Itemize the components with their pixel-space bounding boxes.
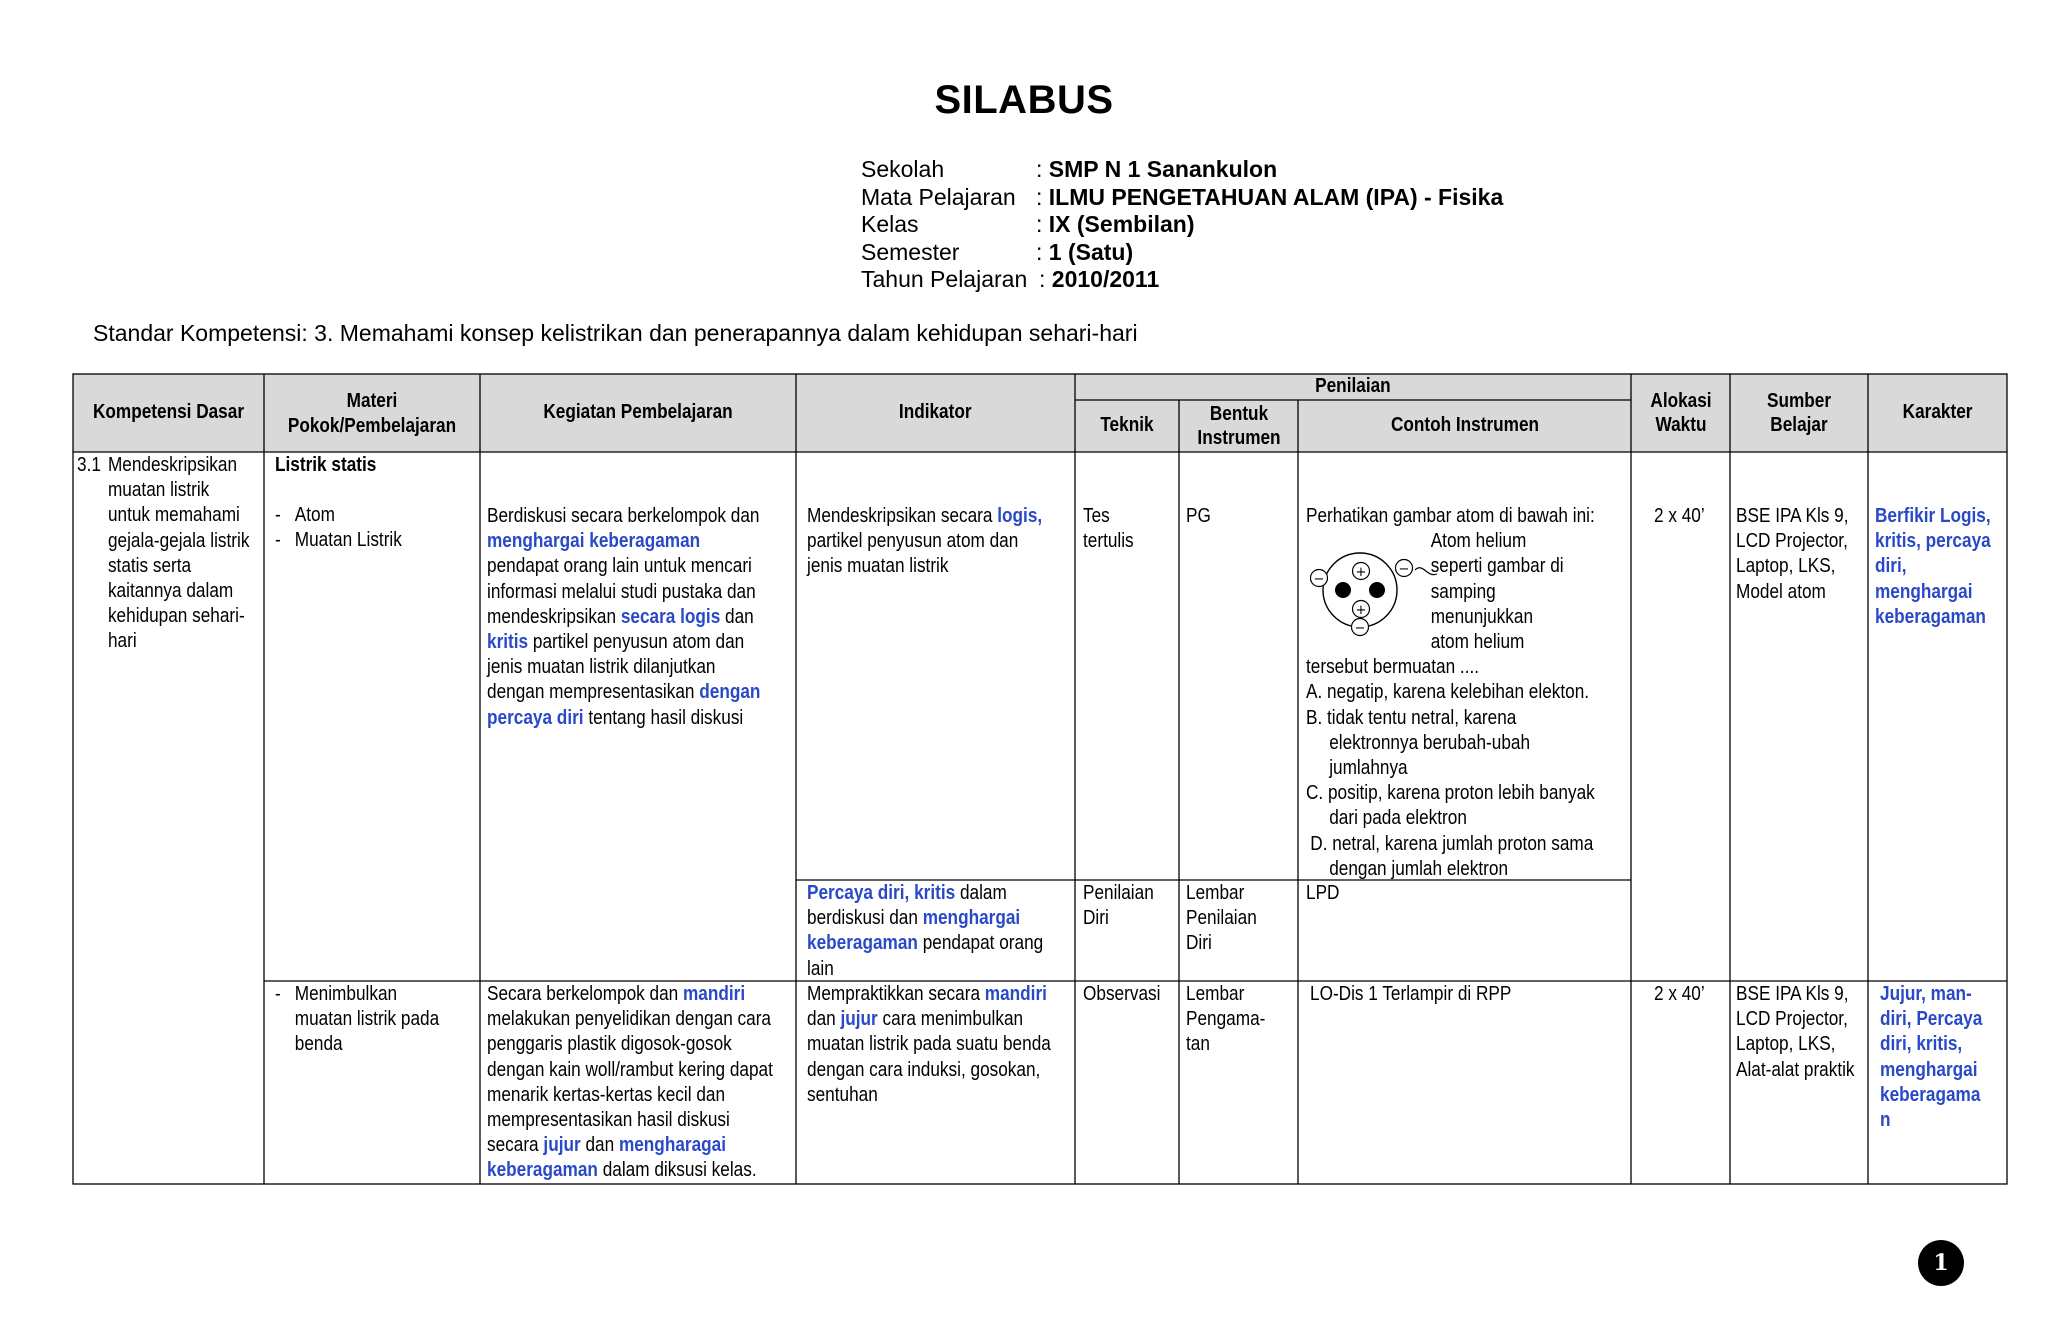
text-line: menghargai keberagaman [487, 530, 701, 553]
text-line: partikel penyusun atom dan [807, 530, 1019, 553]
text-line: kritis partikel penyusun atom dan [487, 631, 745, 654]
text-line: informasi melalui studi pustaka dan [487, 580, 756, 603]
text-line: mendeskripsikan secara logis dan [487, 605, 754, 628]
info-row: Kelas : IX (Sembilan) [861, 211, 1195, 238]
text-line: Secara berkelompok dan mandiri [487, 983, 746, 1005]
header-penilaian: Penilaian [1315, 375, 1391, 398]
indikator-cell-2 [807, 881, 1082, 982]
text-line: percaya diri tentang hasil diskusi [487, 706, 744, 729]
list-item: - Menimbulkan muatan listrik pada benda [275, 983, 440, 1056]
electron-label-right: − [1398, 562, 1410, 577]
contoh-instrumen-1: Perhatikan gambar atom di bawah ini: Atom helium seperti gambar di samping menunjukkan atom helium tersebut bermuatan .... A. negatip, karena kelebihan elekton. B. tidak tentu netral, karena elektronnya berubah-ubah jumlahnya C. positip, karena proton lebih banyak dari pada elektron D. netral, karena jumlah proton sama dengan jumlah elektron [1306, 504, 1637, 882]
list-item: - Muatan Listrik [275, 529, 402, 552]
page-title: SILABUS [934, 78, 1114, 122]
info-row: Semester : 1 (Satu) [861, 238, 1134, 265]
page-number-badge: 1 [1918, 1240, 1964, 1286]
teknik-cell-2: Penilaian Diri [1083, 882, 1154, 930]
option-c: C. positip, karena proton lebih banyak dari pada elektron [1306, 782, 1595, 830]
kd-number: 3.1 [77, 454, 101, 476]
kd-text: Mendeskripsikan muatan listrik untuk memahami gejala-gejala listrik statis serta kaitannya dalam kehidupan sehari- hari [107, 454, 250, 653]
materi-cell [275, 453, 481, 554]
text-line: jenis muatan listrik [807, 555, 949, 578]
header-materi: Materi Pokok/Pembelajaran [287, 389, 457, 437]
teknik-cell-1: Tes tertulis [1083, 505, 1134, 553]
alokasi-cell-2: 2 x 40’ [1654, 983, 1705, 1005]
text-line: secara jujur dan mengharagai [487, 1134, 726, 1157]
header-contoh: Contoh Instrumen [1390, 414, 1539, 437]
option-d: D. netral, karena jumlah proton sama dengan jumlah elektron [1310, 832, 1594, 880]
bentuk-cell-1: PG [1186, 505, 1211, 527]
header-sumber: Sumber Belajar [1766, 390, 1832, 436]
text-line: melakukan penyelidikan dengan cara [487, 1008, 772, 1031]
info-row: Tahun Pelajaran : 2010/2011 [861, 266, 1160, 293]
text-line: berdiskusi dan menghargai [807, 907, 1021, 930]
text-line: lain [807, 957, 834, 980]
standar-kompetensi: Standar Kompetensi: 3. Memahami konsep kelistrikan dan penerapannya dalam kehidupan sehari-hari [93, 320, 1138, 346]
option-a: A. negatip, karena kelebihan elekton. [1306, 681, 1590, 704]
indikator-cell-1 [807, 504, 1082, 580]
text-line: Percaya diri, kritis dalam [807, 882, 1007, 904]
helium-atom-illustration [1305, 548, 1455, 638]
list-item: - Atom [275, 504, 335, 527]
indikator-cell-3 [807, 982, 1082, 1108]
electron-label-left: − [1313, 572, 1325, 587]
text-line: keberagaman dalam diksusi kelas. [487, 1159, 757, 1182]
header-alokasi: Alokasi Waktu [1649, 390, 1712, 436]
alokasi-cell-1: 2 x 40’ [1654, 505, 1705, 527]
header-indikator: Indikator [899, 401, 972, 424]
header-bentuk: Bentuk Instrumen [1196, 403, 1281, 449]
text-line: jenis muatan listrik dilanjutkan [487, 656, 716, 679]
proton-label-top: + [1355, 565, 1367, 580]
header-karakter: Karakter [1902, 401, 1973, 424]
text-line: menarik kertas-kertas kecil dan [487, 1083, 726, 1106]
materi-cell-2 [275, 982, 481, 1058]
header-kompetensi-dasar: Kompetensi Dasar [92, 401, 245, 424]
info-row: Mata Pelajaran : ILMU PENGETAHUAN ALAM (IPA) - Fisika [861, 183, 1504, 210]
text-line: dengan mempresentasikan dengan [487, 681, 761, 704]
text-line: penggaris plastik digosok-gosok [487, 1033, 732, 1056]
text-line: pendapat orang lain untuk mencari [487, 555, 752, 578]
karakter-cell-1: Berfikir Logis, kritis, percaya diri, menghargai keberagaman [1875, 505, 1991, 628]
school-info [861, 156, 1503, 294]
text-line: dan jujur cara menimbulkan [807, 1008, 1024, 1031]
electron-label-bottom: − [1354, 621, 1366, 636]
text-line: mempresentasikan hasil diskusi [487, 1109, 730, 1132]
proton-label-bottom: + [1355, 603, 1367, 618]
bentuk-cell-2: Lembar Penilaian Diri [1186, 882, 1257, 955]
text-line: keberagaman pendapat orang [807, 932, 1044, 955]
bentuk-cell-3: Lembar Pengama- tan [1186, 983, 1266, 1056]
text-line: Mendeskripsikan secara logis, [807, 505, 1043, 527]
contoh-instrumen-3: LO-Dis 1 Terlampir di RPP [1310, 983, 1512, 1005]
teknik-cell-3: Observasi [1083, 983, 1161, 1005]
text-line: sentuhan [807, 1083, 878, 1106]
header-kegiatan: Kegiatan Pembelajaran [543, 401, 733, 424]
text-line: muatan listrik pada suatu benda [807, 1033, 1051, 1056]
text-line: dengan cara induksi, gosokan, [807, 1058, 1041, 1081]
contoh-instrumen-2: LPD [1306, 882, 1340, 904]
info-row: Sekolah : SMP N 1 Sanankulon [861, 156, 1278, 182]
karakter-cell-2: Jujur, man- diri, Percaya diri, kritis, menghargai keberagama n [1880, 983, 1983, 1132]
text-line: Mempraktikkan secara mandiri [807, 983, 1047, 1005]
kegiatan-cell-2 [487, 982, 797, 1184]
materi-heading: Listrik statis [275, 454, 377, 476]
kd-cell [77, 453, 271, 655]
atom-description: Atom helium seperti gambar di samping menunjukkan atom helium [1430, 530, 1564, 654]
text-line: dengan kain woll/rambut kering dapat [487, 1058, 773, 1081]
sumber-cell-1: BSE IPA Kls 9, LCD Projector, Laptop, LKS, Model atom [1736, 505, 1849, 603]
header-teknik: Teknik [1100, 414, 1154, 437]
kegiatan-cell-1 [487, 504, 797, 731]
sumber-cell-2: BSE IPA Kls 9, LCD Projector, Laptop, LKS, Alat-alat praktik [1736, 983, 1855, 1081]
option-b: B. tidak tentu netral, karena elektronnya berubah-ubah jumlahnya [1306, 706, 1531, 780]
text-line: Berdiskusi secara berkelompok dan [487, 505, 760, 527]
